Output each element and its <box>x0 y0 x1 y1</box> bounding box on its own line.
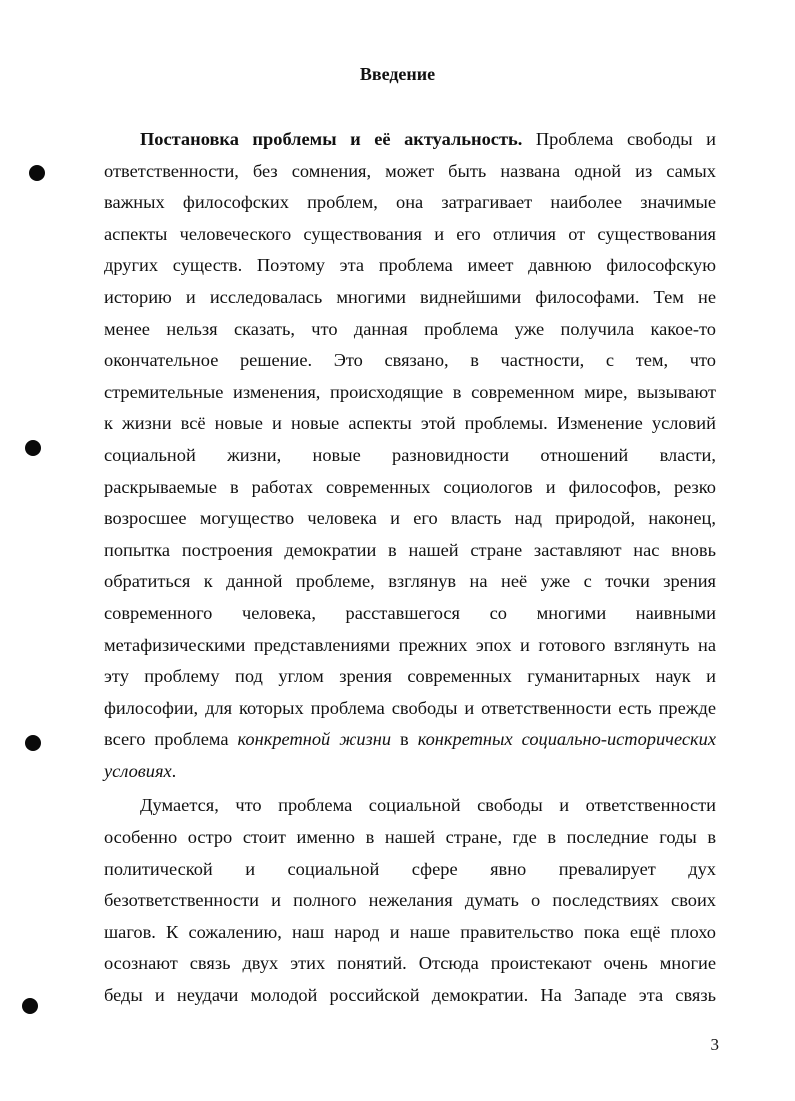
text-line: важных философских проблем, она затрагивает наиболее значимые <box>104 192 716 213</box>
text-line: стремительные изменения, происходящие в современном мире, вызывают <box>104 381 716 402</box>
text-line: других существ. Поэтому эта проблема имеет давнюю философскую <box>104 255 716 276</box>
italic-phrase: конкретных социально-исторических <box>417 729 716 750</box>
italic-phrase: конкретной жизни <box>237 729 392 750</box>
text-line: шагов. К сожалению, наш народ и наше правительство пока ещё плохо <box>104 921 716 942</box>
page-heading: Введение <box>359 64 436 84</box>
text-line: к жизни всё новые и новые аспекты этой проблемы. Изменение условий <box>104 413 716 434</box>
text-line <box>104 756 716 788</box>
page-number: 3 <box>710 1035 719 1054</box>
text-line: обратиться к данной проблеме, взглянув на неё уже с точки зрения <box>104 571 716 592</box>
text-span: в <box>391 729 418 750</box>
text-line <box>104 124 716 156</box>
text-line: возросшее могущество человека и его власть над природой, наконец, <box>104 508 716 529</box>
text-line: безответственности и полного нежелания думать о последствиях своих <box>104 890 716 911</box>
text-line: раскрываемые в работах современных социологов и философов, резко <box>104 476 716 497</box>
punch-hole <box>25 735 41 751</box>
text-line: менее нельзя сказать, что данная проблема уже получила какое-то <box>104 318 716 339</box>
text-line: политической и социальной сфере явно превалирует дух <box>104 858 716 879</box>
text-line: особенно остро стоит именно в нашей стране, где в последние годы в <box>104 827 716 848</box>
text-line <box>104 724 716 756</box>
italic-phrase: условиях <box>104 760 172 781</box>
text-line: метафизическими представлениями прежних эпох и готового взглянуть на <box>104 634 716 655</box>
text-span: Проблема свободы и <box>522 129 717 149</box>
text-line: социальной жизни, новые разновидности отношений власти, <box>104 444 716 465</box>
punch-hole <box>29 165 45 181</box>
text-line: беды и неудачи молодой российской демократии. На Западе эта связь <box>104 985 716 1006</box>
text-line: философии, для которых проблема свободы и ответственности есть прежде <box>104 697 716 718</box>
text-line: попытка построения демократии в нашей стране заставляют нас вновь <box>104 539 716 560</box>
text-span: . <box>171 760 177 781</box>
text-span: всего проблема <box>104 729 238 750</box>
body-text <box>104 124 716 1012</box>
text-line: ответственности, без сомнения, может быть названа одной из самых <box>104 160 716 181</box>
text-line: Думается, что проблема социальной свободы и ответственности <box>140 795 716 816</box>
text-line: современного человека, расставшегося со многими наивными <box>104 602 716 623</box>
text-line: аспекты человеческого существования и его отличия от существования <box>104 223 716 244</box>
text-line: историю и исследовалась многими виднейшими философами. Тем не <box>104 286 716 307</box>
text-line: эту проблему под углом зрения современных гуманитарных наук и <box>104 666 716 687</box>
text-line: осознают связь двух этих понятий. Отсюда проистекают очень многие <box>104 953 716 974</box>
punch-hole <box>25 440 41 456</box>
text-line: окончательное решение. Это связано, в частности, с тем, что <box>104 350 716 371</box>
bold-lead: Постановка проблемы и её актуальность. <box>140 129 523 149</box>
punch-hole <box>22 998 38 1014</box>
